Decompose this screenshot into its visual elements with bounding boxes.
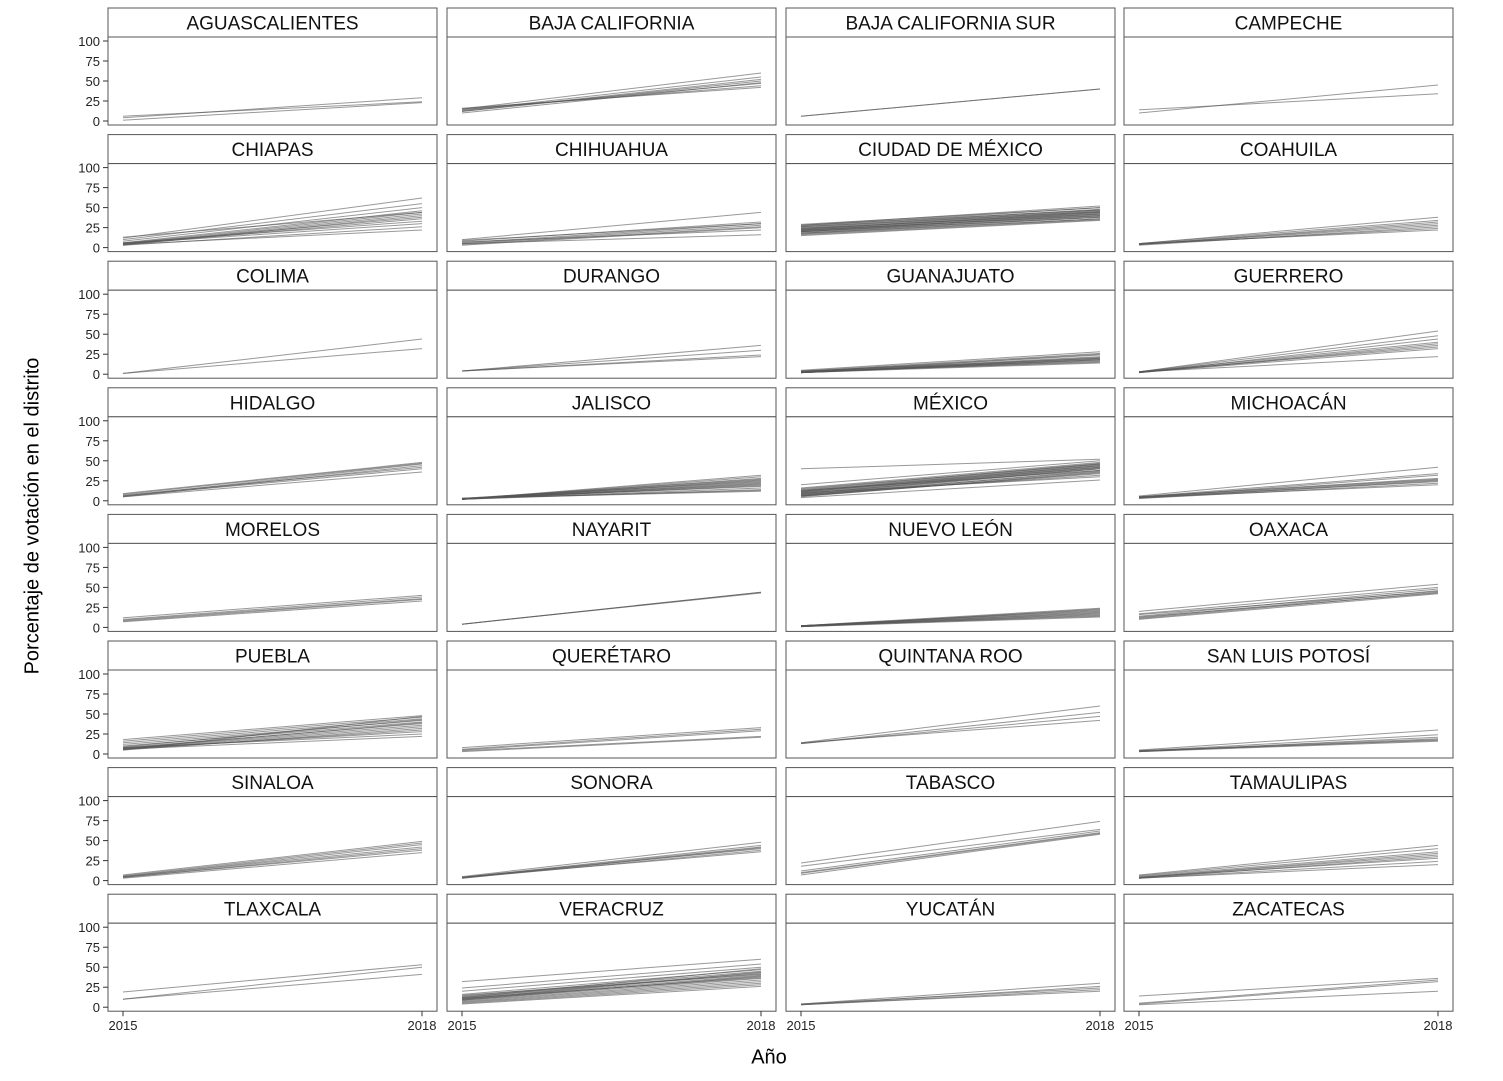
facet-panel	[786, 135, 1115, 252]
y-tick-label: 25	[85, 727, 100, 742]
facet-title: GUERRERO	[1233, 266, 1344, 288]
facet-title: HIDALGO	[229, 393, 316, 415]
facet-panel	[1124, 514, 1453, 631]
y-tick-label: 25	[85, 600, 100, 616]
facet-panel	[447, 514, 776, 631]
y-tick-label: 50	[85, 327, 100, 343]
y-tick-label: 50	[85, 580, 100, 596]
facet-title: COLIMA	[236, 266, 309, 288]
facet-panel	[786, 514, 1115, 631]
y-tick-label: 75	[85, 180, 100, 196]
panel-plot-area	[1124, 37, 1453, 125]
y-tick-label: 100	[78, 34, 100, 49]
facet-title: MÉXICO	[913, 393, 988, 415]
facet-title: GUANAJUATO	[886, 266, 1015, 288]
facet-panel	[78, 641, 437, 762]
y-tick-label: 75	[85, 433, 100, 449]
y-tick-label: 100	[78, 540, 100, 556]
y-tick-label: 75	[85, 940, 100, 956]
facet-title: CHIAPAS	[231, 140, 314, 162]
facet-panel	[78, 894, 437, 1033]
y-tick-label: 0	[92, 1000, 100, 1016]
y-tick-label: 100	[78, 920, 100, 936]
x-tick-label: 2015	[447, 1018, 477, 1034]
y-tick-label: 50	[85, 74, 100, 89]
facet-panel	[447, 768, 776, 885]
y-tick-label: 50	[85, 453, 100, 469]
y-axis-label: Porcentaje de votación en el distrito	[21, 357, 44, 675]
facet-title: OAXACA	[1248, 519, 1329, 541]
y-tick-label: 0	[92, 493, 100, 509]
y-tick-label: 75	[85, 813, 100, 829]
facet-panel	[1124, 8, 1453, 125]
panel-plot-area	[447, 543, 776, 631]
facet-panel	[78, 388, 437, 509]
y-tick-label: 100	[78, 287, 100, 303]
facet-panel	[78, 135, 437, 256]
facet-title: MORELOS	[224, 519, 321, 541]
facet-panel	[786, 768, 1115, 885]
y-tick-label: 0	[92, 873, 100, 889]
facet-panel	[447, 135, 776, 252]
y-tick-label: 75	[85, 687, 100, 702]
facet-title: CIUDAD DE MÉXICO	[858, 140, 1043, 162]
facet-title: DURANGO	[562, 266, 661, 288]
x-tick-label: 2015	[1124, 1018, 1154, 1034]
y-tick-label: 75	[85, 307, 100, 323]
y-tick-label: 100	[78, 793, 100, 809]
facet-panel	[1124, 641, 1453, 758]
facet-title: CAMPECHE	[1234, 13, 1343, 35]
y-tick-label: 50	[85, 960, 100, 976]
y-tick-label: 100	[78, 413, 100, 429]
panel-plot-area	[786, 797, 1115, 885]
y-tick-label: 0	[92, 747, 100, 762]
panel-plot-area	[447, 290, 776, 378]
facet-panel	[786, 894, 1115, 1033]
facet-title: MICHOACÁN	[1230, 393, 1347, 415]
facet-panel	[447, 641, 776, 758]
x-tick-label: 2018	[407, 1018, 437, 1034]
y-tick-label: 25	[85, 473, 100, 489]
x-tick-label: 2015	[108, 1018, 138, 1034]
facet-title: BAJA CALIFORNIA	[528, 13, 695, 35]
y-tick-label: 50	[85, 200, 100, 216]
facet-title: TAMAULIPAS	[1229, 773, 1348, 795]
facet-title: QUINTANA ROO	[878, 646, 1023, 668]
facet-panel	[786, 388, 1115, 505]
facet-title: TLAXCALA	[223, 899, 322, 921]
y-tick-label: 25	[85, 347, 100, 363]
facet-title: JALISCO	[571, 393, 652, 415]
facet-title: SONORA	[570, 773, 653, 795]
facet-panel	[447, 8, 776, 125]
y-tick-label: 50	[85, 833, 100, 849]
facet-title: TABASCO	[905, 773, 996, 795]
facet-title: VERACRUZ	[559, 899, 664, 921]
facet-panel	[786, 8, 1115, 125]
panel-plot-area	[786, 164, 1115, 252]
facet-panel	[1124, 261, 1453, 378]
x-tick-label: 2018	[1085, 1018, 1115, 1034]
facet-title: PUEBLA	[235, 646, 310, 668]
facet-panel	[78, 514, 437, 635]
facet-panel	[1124, 388, 1453, 505]
facet-panel	[78, 8, 437, 129]
y-tick-label: 0	[92, 240, 100, 256]
facet-title: ZACATECAS	[1232, 899, 1345, 921]
panel-plot-area	[1124, 164, 1453, 252]
facet-title: NAYARIT	[571, 519, 652, 541]
x-tick-label: 2015	[786, 1018, 816, 1034]
facet-panel	[447, 894, 776, 1033]
facet-title: SINALOA	[231, 773, 314, 795]
panel-plot-area	[786, 670, 1115, 758]
facet-panel	[1124, 135, 1453, 252]
facet-panel	[78, 261, 437, 382]
y-tick-label: 100	[78, 667, 100, 682]
facet-panel	[786, 261, 1115, 378]
panel-plot-area	[108, 923, 437, 1011]
y-tick-label: 0	[92, 367, 100, 383]
facet-title: AGUASCALIENTES	[186, 13, 359, 35]
facet-panel	[1124, 768, 1453, 885]
facet-title: BAJA CALIFORNIA SUR	[845, 13, 1056, 35]
facet-title: CHIHUAHUA	[555, 140, 668, 162]
panel-plot-area	[1124, 290, 1453, 378]
x-axis-label: Año	[751, 1046, 787, 1069]
facet-title: QUERÉTARO	[552, 646, 671, 668]
facet-panel	[1124, 894, 1453, 1033]
facet-title: YUCATÁN	[905, 899, 996, 921]
y-tick-label: 25	[85, 94, 100, 109]
facet-title: SAN LUIS POTOSÍ	[1206, 646, 1371, 668]
facet-panel	[78, 768, 437, 889]
y-tick-label: 0	[92, 620, 100, 636]
facet-panel	[447, 261, 776, 378]
panel-plot-area	[108, 290, 437, 378]
panel-plot-area	[447, 797, 776, 885]
facet-panel	[447, 388, 776, 505]
y-tick-label: 75	[85, 560, 100, 576]
y-tick-label: 25	[85, 980, 100, 996]
facet-panel	[786, 641, 1115, 758]
y-tick-label: 0	[92, 114, 100, 129]
x-tick-label: 2018	[746, 1018, 776, 1034]
y-tick-label: 25	[85, 853, 100, 869]
y-tick-label: 75	[85, 54, 100, 69]
x-tick-label: 2018	[1423, 1018, 1453, 1034]
y-tick-label: 50	[85, 707, 100, 722]
y-tick-label: 25	[85, 220, 100, 236]
y-tick-label: 100	[78, 160, 100, 176]
facet-title: NUEVO LEÓN	[888, 519, 1013, 541]
facet-title: COAHUILA	[1239, 140, 1338, 162]
panel-plot-area	[786, 37, 1115, 125]
